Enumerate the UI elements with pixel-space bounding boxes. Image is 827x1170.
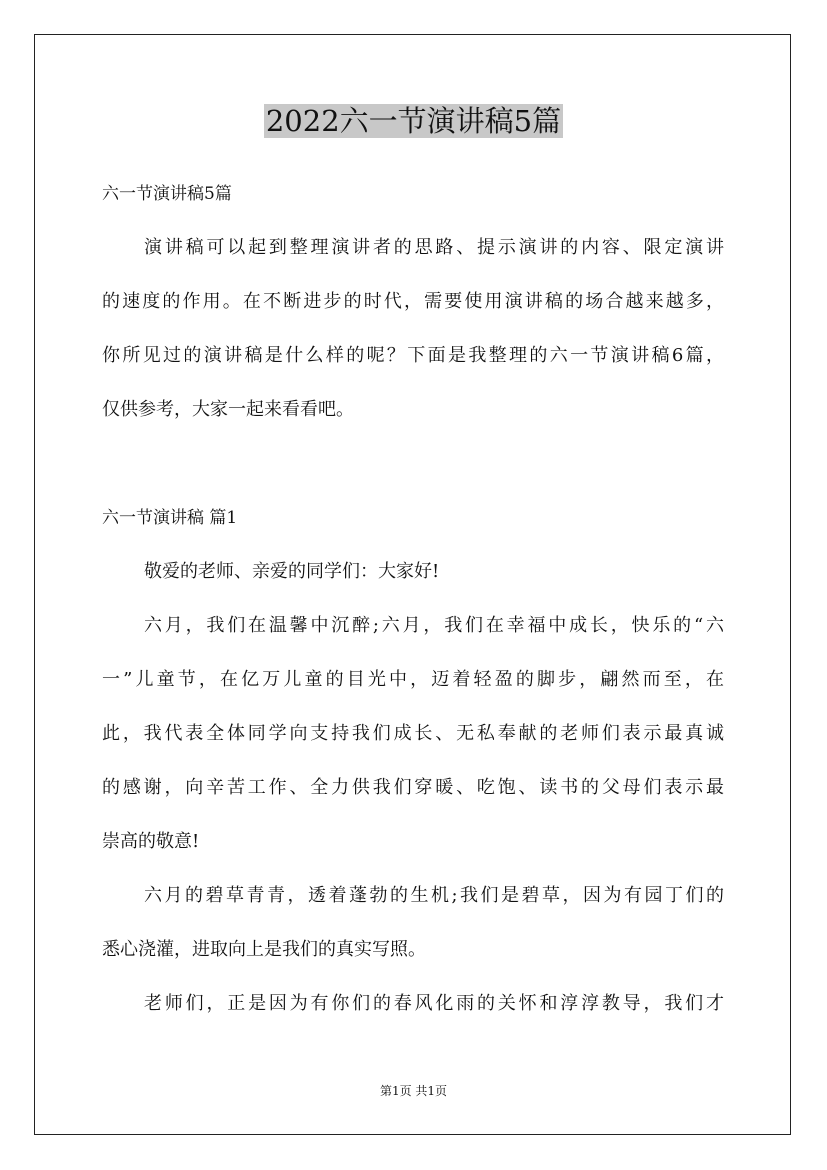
paragraph-line: 悉心浇灌，进取向上是我们的真实写照。: [102, 939, 426, 960]
paragraph-line: 一”儿童节，在亿万儿童的目光中，迈着轻盈的脚步，翩然而至，在: [102, 669, 724, 690]
paragraph-line: 六月的碧草青青，透着蓬勃的生机;我们是碧草，因为有园丁们的: [144, 885, 724, 906]
paragraph-line: 的感谢，向辛苦工作、全力供我们穿暖、吃饱、读书的父母们表示最: [102, 777, 724, 798]
intro-line: 的速度的作用。在不断进步的时代，需要使用演讲稿的场合越来越多，: [102, 291, 724, 312]
document-title: [0, 100, 827, 142]
paragraph-line: 六月，我们在温馨中沉醉;六月，我们在幸福中成长，快乐的“六: [144, 615, 724, 636]
paragraph-line: 此，我代表全体同学向支持我们成长、无私奉献的老师们表示最真诚: [102, 723, 724, 744]
section-heading: 六一节演讲稿 篇1: [102, 508, 238, 528]
intro-line: 你所见过的演讲稿是什么样的呢？下面是我整理的六一节演讲稿6篇，: [102, 345, 724, 366]
greeting-line: 敬爱的老师、亲爱的同学们：大家好!: [144, 561, 440, 582]
page-footer: 第1页 共1页: [379, 1084, 448, 1098]
intro-line: 仅供参考，大家一起来看看吧。: [102, 399, 354, 420]
intro-line: 演讲稿可以起到整理演讲者的思路、提示演讲的内容、限定演讲: [144, 237, 724, 258]
document-title-text: 2022六一节演讲稿5篇: [265, 104, 562, 138]
paragraph-line: 崇高的敬意!: [102, 831, 200, 852]
paragraph-line: 老师们，正是因为有你们的春风化雨的关怀和淳淳教导，我们才: [144, 993, 724, 1014]
document-subtitle: 六一节演讲稿5篇: [102, 184, 232, 204]
